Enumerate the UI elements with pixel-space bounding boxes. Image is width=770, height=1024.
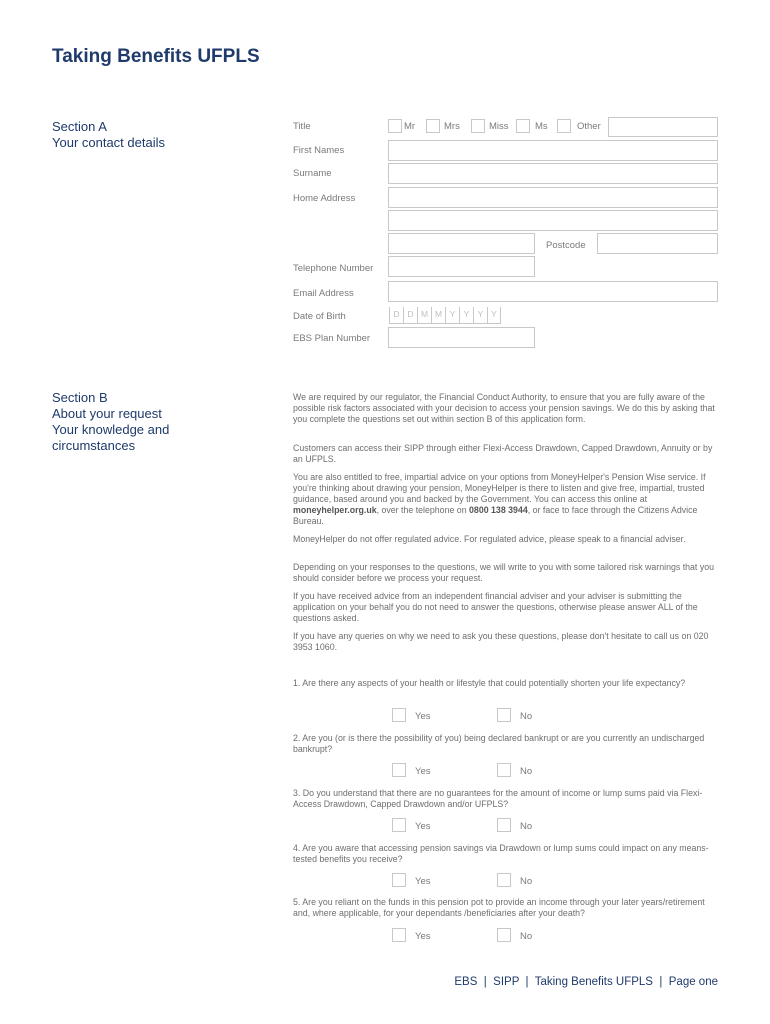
q4-yes-checkbox[interactable] bbox=[392, 873, 406, 887]
q5-no-checkbox[interactable] bbox=[497, 928, 511, 942]
section-b-title: Section B bbox=[52, 390, 108, 405]
title-mrs-checkbox[interactable] bbox=[426, 119, 440, 133]
question-1: 1. Are there any aspects of your health or lifestyle that could potentially shorten your life expectancy? bbox=[293, 678, 686, 688]
q3-no-checkbox[interactable] bbox=[497, 818, 511, 832]
intro-paragraph-2: Customers can access their SIPP through either Flexi-Access Drawdown, Capped Drawdown, Annuity or by an UFPLS. bbox=[293, 443, 713, 464]
intro-paragraph-3: You are also entitled to free, impartial advice on your options from MoneyHelper's Pension Wise service. If you're thinking about drawing your pension, MoneyHelper is there to listen and give free, impartial, trusted guidance, based around you and backed by the Government. You can access this online at moneyhelper.org.uk, over the telephone on 0800 138 3944, or face to face through the Citizens Advice Bureau. bbox=[293, 472, 706, 526]
q3-yes-checkbox[interactable] bbox=[392, 818, 406, 832]
dob-year-2[interactable]: Y bbox=[459, 307, 473, 324]
q2-yes-checkbox[interactable] bbox=[392, 763, 406, 777]
title-mrs-label: Mrs bbox=[444, 121, 460, 132]
intro-paragraph-6: If you have received advice from an independent financial adviser and your adviser is submitting the application on your behalf you do not need to answer the questions, otherwise please answer ALL of the questions asked. bbox=[293, 591, 698, 623]
email-label: Email Address bbox=[293, 288, 354, 299]
title-other-label: Other bbox=[577, 121, 601, 132]
q1-no-label: No bbox=[520, 711, 533, 722]
email-input[interactable] bbox=[388, 281, 718, 302]
address-line1-input[interactable] bbox=[388, 187, 718, 208]
intro-paragraph-4: MoneyHelper do not offer regulated advice. For regulated advice, please speak to a financial adviser. bbox=[293, 534, 686, 544]
title-ms-checkbox[interactable] bbox=[516, 119, 530, 133]
q1-no-checkbox[interactable] bbox=[497, 708, 511, 722]
plan-number-input[interactable] bbox=[388, 327, 535, 348]
surname-input[interactable] bbox=[388, 163, 718, 184]
telephone-input[interactable] bbox=[388, 256, 535, 277]
dob-month-2[interactable]: M bbox=[431, 307, 445, 324]
q1-yes-checkbox[interactable] bbox=[392, 708, 406, 722]
dob-day-1[interactable]: D bbox=[389, 307, 403, 324]
plan-number-label: EBS Plan Number bbox=[293, 333, 371, 344]
home-address-label: Home Address bbox=[293, 193, 356, 204]
q1-yes-label: Yes bbox=[415, 711, 431, 722]
q5-no-label: No bbox=[520, 931, 533, 942]
q2-yes-label: Yes bbox=[415, 766, 431, 777]
q4-yes-label: Yes bbox=[415, 876, 431, 887]
q5-yes-label: Yes bbox=[415, 931, 431, 942]
intro-paragraph-7: If you have any queries on why we need to ask you these questions, please don't hesitate to call us on 020 3953 1060. bbox=[293, 631, 709, 652]
page-title: Taking Benefits UFPLS bbox=[52, 46, 260, 67]
intro-paragraph-1: We are required by our regulator, the Financial Conduct Authority, to ensure that you are fully aware of the possible risk factors associated with your decision to access your pension savings. We do this by asking that you complete the questions set out within section B of this application form. bbox=[293, 392, 715, 424]
q2-no-label: No bbox=[520, 766, 533, 777]
q3-yes-label: Yes bbox=[415, 821, 431, 832]
title-label: Title bbox=[293, 121, 311, 132]
title-miss-label: Miss bbox=[489, 121, 509, 132]
section-b-subtitle-3: circumstances bbox=[52, 438, 136, 453]
dob-day-2[interactable]: D bbox=[403, 307, 417, 324]
dob-year-1[interactable]: Y bbox=[445, 307, 459, 324]
dob-input[interactable] bbox=[389, 307, 501, 324]
surname-label: Surname bbox=[293, 168, 332, 179]
postcode-input[interactable] bbox=[597, 233, 718, 254]
title-miss-checkbox[interactable] bbox=[471, 119, 485, 133]
dob-year-4[interactable]: Y bbox=[487, 307, 501, 324]
section-a-heading bbox=[52, 119, 165, 151]
dob-year-3[interactable]: Y bbox=[473, 307, 487, 324]
q2-no-checkbox[interactable] bbox=[497, 763, 511, 777]
q4-no-checkbox[interactable] bbox=[497, 873, 511, 887]
intro-paragraph-5: Depending on your responses to the questions, we will write to you with some tailored risk warnings that you should consider before we process your request. bbox=[293, 562, 715, 583]
postcode-label: Postcode bbox=[546, 240, 586, 251]
section-b-heading bbox=[52, 390, 169, 454]
telephone-label: Telephone Number bbox=[293, 263, 374, 274]
question-2: 2. Are you (or is there the possibility of you) being declared bankrupt or are you currently an undischarged bankrupt? bbox=[293, 733, 705, 754]
section-b-subtitle-2: Your knowledge and bbox=[52, 422, 170, 437]
title-ms-label: Ms bbox=[535, 121, 548, 132]
q3-no-label: No bbox=[520, 821, 533, 832]
address-line3-input[interactable] bbox=[388, 233, 535, 254]
q5-yes-checkbox[interactable] bbox=[392, 928, 406, 942]
section-a-subtitle: Your contact details bbox=[52, 135, 165, 150]
address-line2-input[interactable] bbox=[388, 210, 718, 231]
title-mr-label: Mr bbox=[404, 121, 416, 132]
question-4: 4. Are you aware that accessing pension savings via Drawdown or lump sums could impact on any means-tested benefits you receive? bbox=[293, 843, 709, 864]
q4-no-label: No bbox=[520, 876, 533, 887]
dob-month-1[interactable]: M bbox=[417, 307, 431, 324]
title-other-checkbox[interactable] bbox=[557, 119, 571, 133]
moneyhelper-phone: 0800 138 3944 bbox=[469, 505, 528, 515]
section-a-title: Section A bbox=[52, 119, 107, 134]
question-3: 3. Do you understand that there are no guarantees for the amount of income or lump sums paid via Flexi-Access Drawdown, Capped Drawdown and/or UFPLS? bbox=[293, 788, 703, 809]
dob-label: Date of Birth bbox=[293, 311, 346, 322]
section-b-subtitle-1: About your request bbox=[52, 406, 162, 421]
title-other-input[interactable] bbox=[608, 117, 718, 137]
page-footer: EBS | SIPP | Taking Benefits UFPLS | Page one bbox=[454, 976, 718, 988]
first-names-label: First Names bbox=[293, 145, 345, 156]
question-5: 5. Are you reliant on the funds in this pension pot to provide an income through your later years/retirement and, where applicable, for your dependants /beneficiaries after your death? bbox=[293, 897, 705, 918]
moneyhelper-link[interactable]: moneyhelper.org.uk bbox=[293, 505, 377, 515]
first-names-input[interactable] bbox=[388, 140, 718, 161]
title-mr-checkbox[interactable] bbox=[388, 119, 402, 133]
